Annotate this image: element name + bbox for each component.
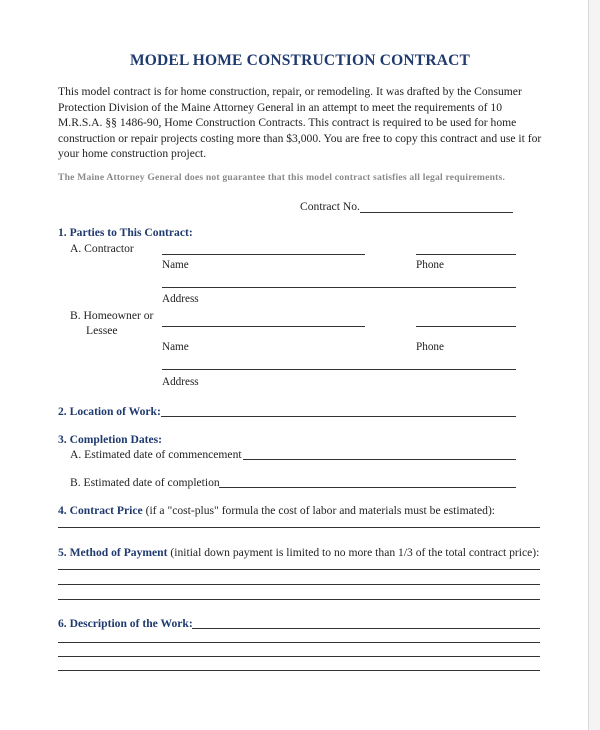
homeowner-name-field[interactable] [162, 326, 365, 327]
contractor-label: A. Contractor [70, 242, 134, 255]
completion-date-field[interactable] [219, 487, 516, 488]
price-field[interactable] [58, 527, 540, 528]
description-field-line-1[interactable] [192, 628, 540, 629]
homeowner-label-line1: B. Homeowner or [70, 309, 154, 322]
homeowner-label-line2: Lessee [86, 324, 118, 337]
section-price-note: (if a "cost-plus" formula the cost of labor and materials must be estimated): [145, 504, 496, 517]
section-location-heading: 2. Location of Work: [58, 405, 161, 418]
commencement-label: A. Estimated date of commencement [70, 448, 242, 461]
homeowner-phone-caption: Phone [416, 341, 444, 353]
section-payment-heading: 5. Method of Payment [58, 546, 168, 559]
contractor-name-field[interactable] [162, 254, 365, 255]
section-parties-heading: 1. Parties to This Contract: [58, 226, 193, 239]
section-completion-heading: 3. Completion Dates: [58, 433, 163, 446]
homeowner-address-field[interactable] [162, 369, 516, 370]
payment-field-line-1[interactable] [58, 569, 540, 570]
homeowner-phone-field[interactable] [416, 326, 516, 327]
homeowner-name-caption: Name [162, 341, 189, 353]
section-price-heading-row [58, 504, 495, 517]
payment-field-line-2[interactable] [58, 584, 540, 585]
section-payment-note: (initial down payment is limited to no more than 1/3 of the total contract price): [170, 546, 540, 559]
commencement-date-field[interactable] [243, 459, 516, 460]
description-field-line-2[interactable] [58, 642, 540, 643]
homeowner-address-caption: Address [162, 376, 199, 388]
location-field[interactable] [161, 416, 516, 417]
contractor-address-field[interactable] [162, 287, 516, 288]
payment-field-line-3[interactable] [58, 599, 540, 600]
section-payment-heading-row [58, 546, 539, 559]
contract-no-label: Contract No. [300, 200, 360, 213]
document-title: MODEL HOME CONSTRUCTION CONTRACT [129, 52, 471, 69]
description-field-line-3[interactable] [58, 656, 540, 657]
contractor-phone-field[interactable] [416, 254, 516, 255]
contractor-phone-caption: Phone [416, 259, 444, 271]
contract-no-field[interactable] [360, 212, 513, 213]
intro-paragraph: This model contract is for home construction, repair, or remodeling. It was drafted by the Consumer Protection Division of the Maine Attorney General in an attempt to meet the requirements of 10 M.R.S.A. §§ 1486-90, Home Construction Contracts. This contract is required to be used for home construction or repair projects costing more than $3,000. You are free to copy this contract and use it for your home construction project. [58, 85, 542, 161]
section-price-heading: 4. Contract Price [58, 504, 143, 517]
description-field-line-4[interactable] [58, 670, 540, 671]
completion-label: B. Estimated date of completion [70, 476, 220, 489]
disclaimer-text: The Maine Attorney General does not guarantee that this model contract satisfies all legal requirements. [58, 172, 506, 183]
contractor-address-caption: Address [162, 293, 199, 305]
contractor-name-caption: Name [162, 259, 189, 271]
section-description-heading: 6. Description of the Work: [58, 617, 193, 630]
